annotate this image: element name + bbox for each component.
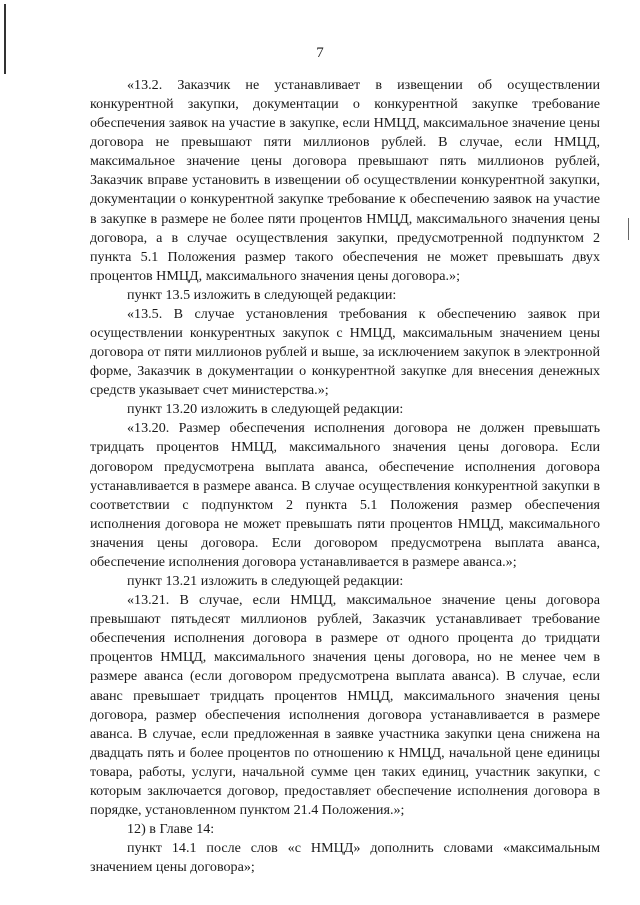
instruction-13-5: пункт 13.5 изложить в следующей редакции: (127, 286, 397, 303)
instruction-13-21: пункт 13.21 изложить в следующей редакции: (127, 573, 404, 590)
instruction-14-1: пункт 14.1 после слов «с НМЦД» дополнить словами «максимальным значением цены договора»; (90, 840, 600, 876)
paragraph-13-2: «13.2. Заказчик не устанавливает в извещении об осуществлении конкурентной закупки, документации о конкурентной закупке требование обеспечения заявок на участие в закупке, если НМЦД, максимальное значение цены договора не превышают пяти миллионов рублей. В случае, если НМЦД, максимальное значение цены договора превышают пять миллионов рублей, Заказчик вправе установить в извещении об осуществлении конкурентной закупки, документации о конкурентной закупке требование к обеспечению заявок на участие в закупке в размере не более пяти процентов НМЦД, максимального значения цены договора, а в случае осуществления закупки, предусмотренной подпунктом 2 пункта 5.1 Положения размер такого обеспечения не может превышать двух процентов НМЦД, максимального значения цены договора.»; (90, 77, 600, 284)
document-body (90, 76, 600, 877)
scan-edge-line (4, 4, 6, 74)
paragraph-13-20: «13.20. Размер обеспечения исполнения договора не должен превышать тридцать процентов НМЦД, максимального значения цены договора. Если договором предусмотрена выплата аванса, обеспечение исполнения договора устанавливается в размере аванса. В случае осуществления конкурентной закупки в соответствии с подпунктом 2 пункта 5.1 Положения размер обеспечения исполнения договора не может превышать пяти процентов НМЦД, максимального значения цены договора. Если договором предусмотрена выплата аванса, обеспечение исполнения договора устанавливается в размере аванса.»; (90, 420, 600, 570)
margin-mark (628, 218, 629, 240)
page-number: 7 (316, 45, 324, 61)
item-12-chapter-14: 12) в Главе 14: (127, 821, 215, 838)
paragraph-13-5: «13.5. В случае установления требования к обеспечению заявок при осуществлении конкурентных закупок с НМЦД, максимальным значением цены договора от пяти миллионов рублей и выше, за исключением закупок в электронной форме, Заказчик в документации о конкурентной закупке для внесения денежных средств указывает счет министерства.»; (90, 305, 600, 399)
paragraph-13-21: «13.21. В случае, если НМЦД, максимальное значение цены договора превышают пятьдесят миллионов рублей, Заказчик устанавливает требование обеспечения исполнения договора в размере от одного процента до тридцати процентов НМЦД, максимального значения цены договора, но не менее чем в размере аванса (если договором предусмотрена выплата аванса). В случае, если аванс превышает тридцать процентов НМЦД, максимального значения цены договора, размер обеспечения исполнения договора устанавливается в размере аванса. В случае, если предложенная в заявке участника закупки цена снижена на двадцать пять и более процентов по отношению к НМЦД, начальной цене единицы товара, работы, услуги, начальной сумме цен таких единиц, участник закупки, с которым заключается договор, предоставляет обеспечение исполнения договора в порядке, установленном пунктом 21.4 Положения.»; (90, 592, 600, 818)
instruction-13-20: пункт 13.20 изложить в следующей редакции: (127, 401, 404, 418)
